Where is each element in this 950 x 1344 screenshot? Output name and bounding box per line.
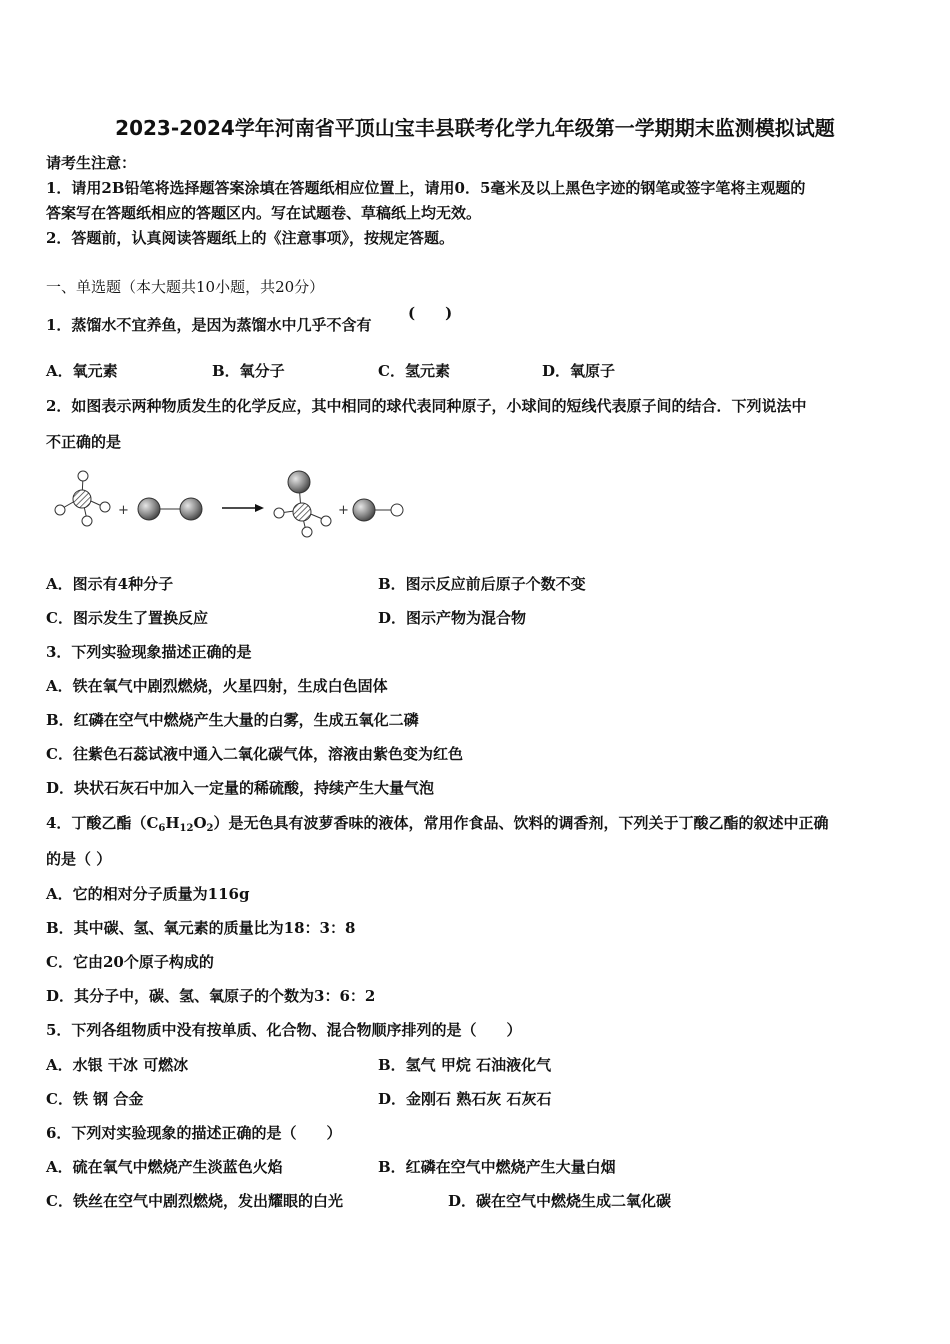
q4-option-b: B．其中碳、氢、氧元素的质量比为18：3：8	[46, 919, 356, 937]
q5-option-c: C．铁 钢 合金	[46, 1090, 144, 1108]
reaction-diagram	[40, 462, 420, 552]
q5-stem: 5．下列各组物质中没有按单质、化合物、混合物顺序排列的是（ ）	[46, 1021, 522, 1039]
q4-option-d: D．其分子中，碳、氢、氧原子的个数为3：6：2	[46, 987, 376, 1005]
q4-option-c: C．它由20个原子构成的	[46, 953, 214, 971]
notice-line-2: 2．答题前，认真阅读答题纸上的《注意事项》，按规定答题。	[46, 229, 454, 247]
q6-stem: 6．下列对实验现象的描述正确的是（ ）	[46, 1124, 342, 1142]
q1-answer-paren: ( )	[408, 304, 453, 322]
q1-option-d: D．氧原子	[542, 362, 616, 380]
q2-option-c: C．图示发生了置换反应	[46, 609, 208, 627]
q3-option-a: A．铁在氧气中剧烈燃烧，火星四射，生成白色固体	[46, 677, 388, 695]
q4-option-a: A．它的相对分子质量为116g	[46, 885, 250, 903]
product-molecule-1	[274, 471, 331, 537]
q3-option-b: B．红磷在空气中燃烧产生大量的白雾，生成五氧化二磷	[46, 711, 419, 729]
q1-stem: 1．蒸馏水不宜养鱼，是因为蒸馏水中几乎不含有	[46, 316, 372, 334]
q1-option-c: C．氢元素	[378, 362, 450, 380]
q4-stem-line2: 的是（ ）	[46, 850, 112, 868]
reaction-arrow	[222, 504, 264, 512]
section-heading: 一、单选题（本大题共10小题，共20分）	[46, 278, 325, 296]
q1-option-b: B．氧分子	[212, 362, 285, 380]
q5-option-b: B．氢气 甲烷 石油液化气	[378, 1056, 552, 1074]
q6-option-d: D．碳在空气中燃烧生成二氧化碳	[448, 1192, 672, 1210]
reactant-molecule-1	[55, 471, 110, 526]
q3-option-c: C．往紫色石蕊试液中通入二氧化碳气体，溶液由紫色变为红色	[46, 745, 463, 763]
q5-option-d: D．金刚石 熟石灰 石灰石	[378, 1090, 552, 1108]
q6-option-b: B．红磷在空气中燃烧产生大量白烟	[378, 1158, 616, 1176]
product-molecule-2	[353, 499, 403, 521]
q2-option-d: D．图示产物为混合物	[378, 609, 527, 627]
plus-sign-2: +	[338, 503, 349, 518]
reactant-molecule-2	[138, 498, 202, 520]
q2-option-b: B．图示反应前后原子个数不变	[378, 575, 586, 593]
plus-sign-1: +	[118, 503, 129, 518]
q1-option-a: A．氧元素	[46, 362, 118, 380]
notice-line-1b: 答案写在答题纸相应的答题区内。写在试题卷、草稿纸上均无效。	[46, 204, 482, 222]
q5-option-a: A．水银 干冰 可燃冰	[46, 1056, 189, 1074]
q6-option-c: C．铁丝在空气中剧烈燃烧，发出耀眼的白光	[46, 1192, 343, 1210]
q2-stem-line2: 不正确的是	[46, 433, 122, 451]
q3-stem: 3．下列实验现象描述正确的是	[46, 643, 252, 661]
q2-stem-line1: 2．如图表示两种物质发生的化学反应，其中相同的球代表同种原子，小球间的短线代表原子间的结合．下列说法中	[46, 397, 807, 415]
q3-option-d: D．块状石灰石中加入一定量的稀硫酸，持续产生大量气泡	[46, 779, 435, 797]
q2-option-a: A．图示有4种分子	[46, 575, 174, 593]
notice-line-1a: 1．请用2B铅笔将选择题答案涂填在答题纸相应位置上，请用0．5毫米及以上黑色字迹的钢笔或签字笔将主观题的	[46, 179, 806, 197]
notice-heading: 请考生注意：	[46, 154, 137, 172]
page-title: 2023-2024学年河南省平顶山宝丰县联考化学九年级第一学期期末监测模拟试题	[115, 116, 835, 140]
q4-stem-line1: 4．丁酸乙酯$(C_6H_{12}O_2)$是无色具有波萝香味的液体，常用作食品、饮料的调香剂，下列关于丁酸乙酯的叙述中正确	[46, 814, 829, 834]
q6-option-a: A．硫在氧气中燃烧产生淡蓝色火焰	[46, 1158, 283, 1176]
